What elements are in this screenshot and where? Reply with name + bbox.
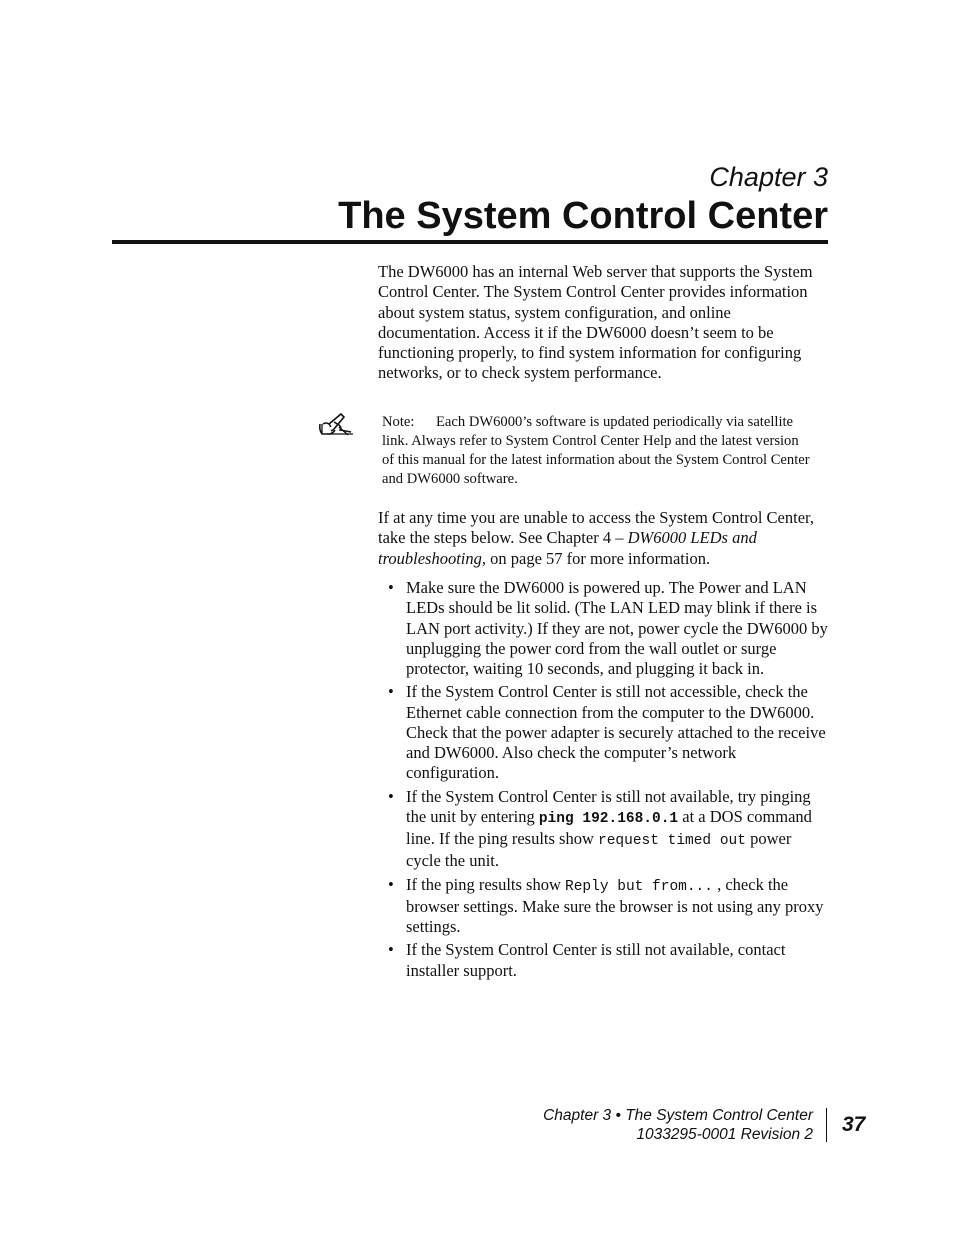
title-rule: [112, 240, 828, 244]
para2-text-end: on page 57 for more information.: [486, 548, 711, 568]
list-item-text: If the ping results show: [406, 874, 566, 894]
footer-chapter: Chapter 3 • The System Control Center: [543, 1107, 813, 1124]
list-item: [378, 940, 830, 981]
list-item: [378, 578, 830, 679]
list-item-text: If the System Control Center is still not accessible, check the Ethernet cable connection from the computer to the DW6000. Check that the power adapter is securely attached to the receive and DW6000. Also check the computer’s network configuration.: [406, 682, 826, 783]
note-text: Each DW6000’s software is updated periodically via satellite link. Always refer to System Control Center Help and the latest version of this manual for the latest information about the System Control Center and DW6000 software.: [382, 414, 810, 487]
list-item: [378, 682, 830, 783]
list-item: [378, 875, 830, 938]
list-item-text: If the System Control Center is still not available, contact installer support.: [406, 940, 786, 980]
list-item: [378, 787, 830, 872]
page-number: 37: [842, 1113, 866, 1136]
list-item-text: If the System Control Center is still not available, try pinging the unit by entering: [406, 786, 811, 826]
footer-info: [543, 1106, 813, 1144]
footer-divider: [826, 1108, 827, 1142]
note-label: Note:: [382, 414, 415, 430]
ping-command: ping 192.168.0.1: [538, 810, 679, 827]
list-item-text: Make sure the DW6000 is powered up. The Power and LAN LEDs should be lit solid. (The LAN LED may blink if there is LAN port activity.) If they are not, power cycle the DW6000 by unplugging the power cord from the wall outlet or surge protector, waiting 10 seconds, and plugging it back in.: [406, 578, 828, 679]
footer-revision: 1033295-0001 Revision 2: [636, 1126, 813, 1143]
chapter-title: The System Control Center: [338, 195, 828, 237]
list-item-text: , check the browser settings. Make sure the browser is not using any proxy settings.: [406, 874, 824, 937]
chapter-reference: DW6000 LEDs and troubleshooting,: [378, 528, 757, 568]
para2-text: If at any time you are unable to access the System Control Center, take the steps below. See Chapter 4 –: [378, 508, 815, 548]
note-box: [382, 413, 812, 489]
pencil-writing-hand-icon: [317, 411, 355, 441]
chapter-label: Chapter 3: [709, 162, 828, 192]
list-item-text: power cycle the unit.: [406, 829, 792, 871]
troubleshooting-steps: [378, 578, 830, 984]
reply-code: Reply but from...: [565, 878, 713, 895]
list-item-text: at a DOS command line. If the ping results show: [406, 806, 812, 849]
intro-paragraph: The DW6000 has an internal Web server that supports the System Control Center. The System Control Center provides information about system status, system configuration, and online documentation. Access it if the DW6000 doesn’t seem to be functioning properly, to find system information for configuring networks, or to check system performance.: [378, 262, 813, 383]
ping-result-code: request timed out: [598, 833, 746, 850]
troubleshooting-intro: [378, 508, 828, 569]
